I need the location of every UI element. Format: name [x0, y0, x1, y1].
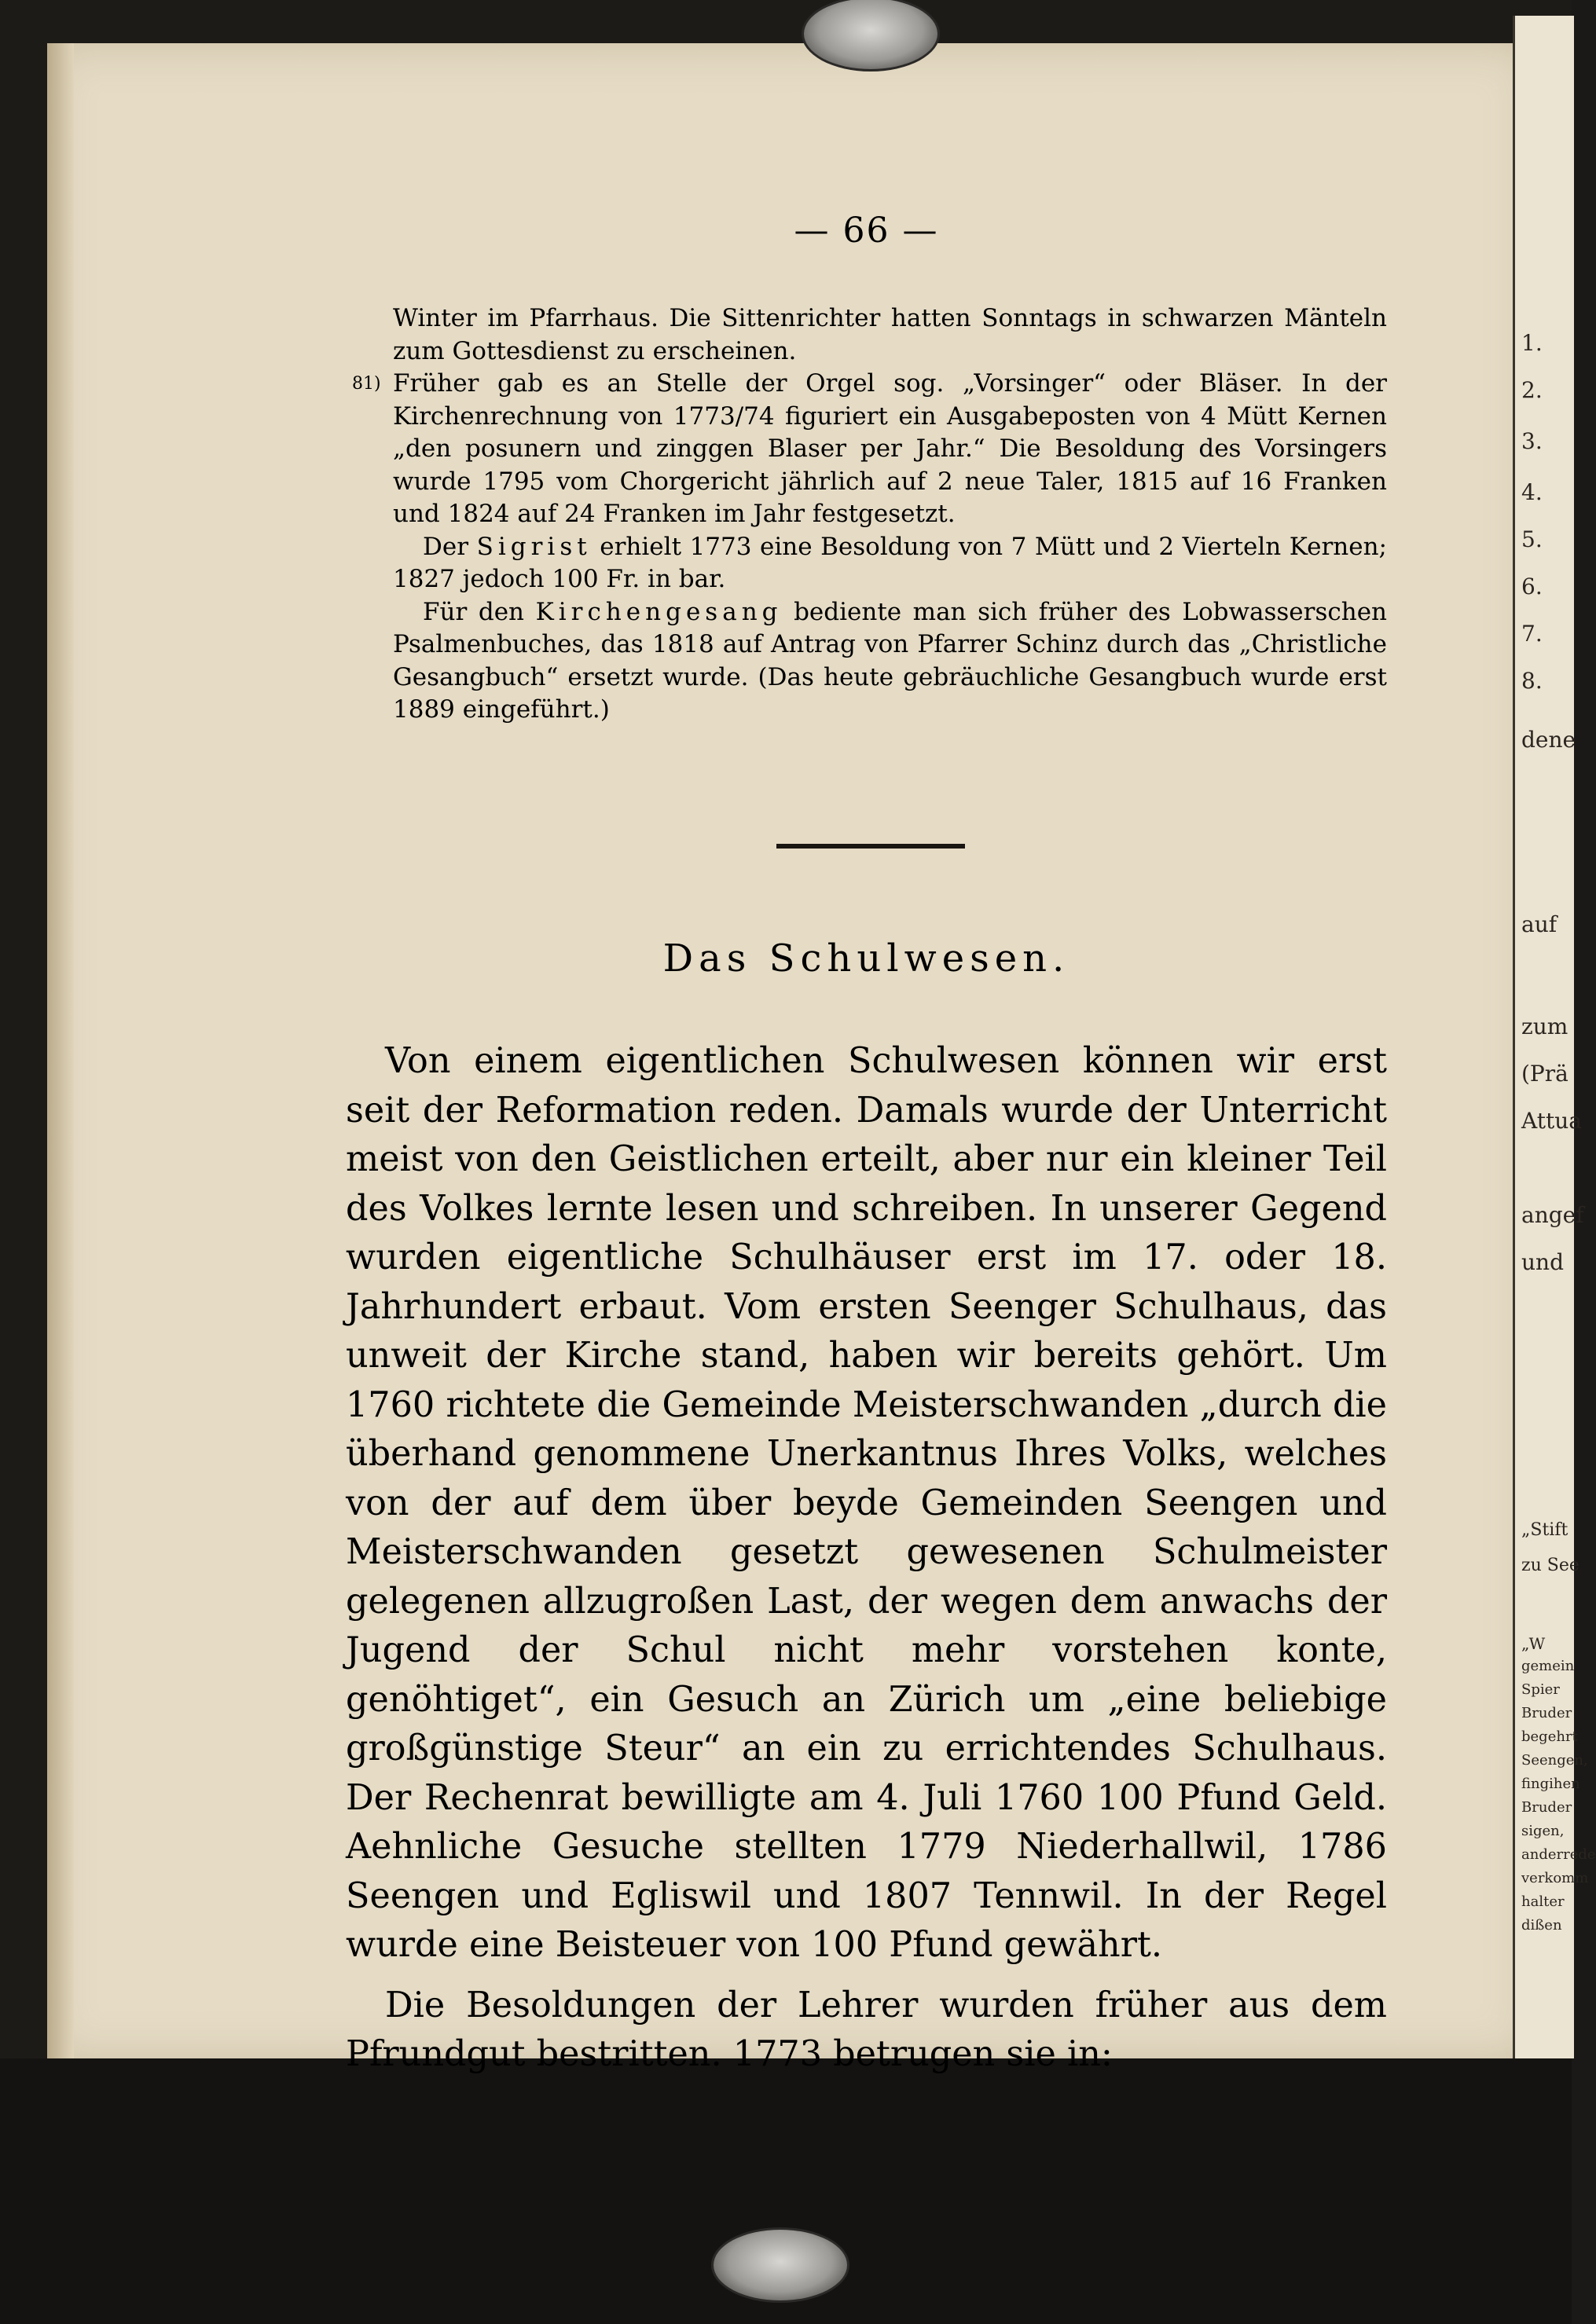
facing-fragment: Bruder — [1521, 1705, 1572, 1721]
footnote-81-text: Früher gab es an Stelle der Orgel sog. „Vorsinger“ oder Bläser. In der Kirchenrechnung von 1773/74 figuriert ein Ausgabeposten von 4 Mütt Kernen „den posunern und zinggen Blaser per Jahr.“ Die Besoldung des Vorsingers wurde 1795 vom Chorgericht jährlich auf 2 neue Taler, 1815 auf 16 Franken und 1824 auf 24 Franken im Jahr festgesetzt. — [393, 369, 1387, 528]
facing-fragment: Attua — [1521, 1108, 1582, 1134]
facing-fragment: 2. — [1521, 377, 1543, 403]
facing-fragment: (Prä — [1521, 1061, 1568, 1087]
kirchengesang-emphasis: Kirchengesang — [535, 597, 783, 626]
facing-fragment: „W — [1521, 1634, 1546, 1653]
facing-fragment: angef — [1521, 1202, 1584, 1228]
footnote-marker: 81) — [352, 374, 381, 394]
facing-fragment: „Stift — [1521, 1520, 1568, 1540]
page-number: — 66 — — [794, 211, 939, 251]
footnote-81 — [352, 368, 1387, 531]
sigrist-text: erhielt 1773 eine Besoldung von 7 Mütt und 2 Vierteln Kernen; 1827 jedoch 100 Fr. in bar. — [393, 532, 1388, 593]
facing-fragment: fingihen — [1521, 1776, 1580, 1792]
facing-fragment: begehrt — [1521, 1728, 1578, 1745]
facing-fragment: 1. — [1521, 330, 1543, 356]
facing-fragment: und — [1521, 1249, 1564, 1275]
facing-fragment: anderrede — [1521, 1846, 1596, 1863]
facing-fragment: sigen, — [1521, 1823, 1565, 1839]
facing-fragment: auf — [1521, 911, 1557, 937]
body-paragraph: Die Besoldungen der Lehrer wurden früher aus dem Pfrundgut bestritten. 1773 betrugen sie in: — [346, 1985, 1387, 2074]
facing-fragment: Bruder — [1521, 1799, 1572, 1816]
kirchengesang-text: bediente man sich früher des Lobwasserschen Psalmenbuches, das 1818 auf Antrag von Pfarrer Schinz durch das „Christliche Gesangbuch“ ersetzt wurde. (Das heute gebräuchliche Gesangbuch wurde erst 1889 eingeführt.) — [393, 597, 1388, 724]
sigrist-emphasis: Sigrist — [476, 532, 592, 561]
footnote-continuation: Winter im Pfarrhaus. Die Sittenrichter hatten Sonntags in schwarzen Mänteln zum Gottesdienst zu erscheinen. — [393, 304, 1387, 365]
sigrist-lead: Der — [423, 532, 469, 561]
facing-fragment: dene — [1521, 727, 1576, 753]
section-body — [346, 1037, 1387, 2080]
body-paragraph: Von einem eigentlichen Schulwesen können wir erst seit der Reformation reden. Damals wurde der Unterricht meist von den Geistlichen erteilt, aber nur ein kleiner Teil des Volkes lernte lesen und schreiben. In unserer Gegend wurden eigentliche Schulhäuser erst im 17. oder 18. Jahrhundert erbaut. Vom ersten Seenger Schulhaus, das unweit der Kirche stand, haben wir bereits gehört. Um 1760 richtete die Gemeinde Meisterschwanden „durch die überhand genommene Unerkantnus Ihres Volks, welches von der auf dem über beyde Gemeinden Seengen und Meisterschwanden gesetzt gewesenen Schulmeister gelegenen allzugroßen Last, der wegen dem anwachs der Jugend der Schul nicht mehr vorstehen konte, genöhtiget“, ein Gesuch an Zürich um „eine beliebige großgünstige Steur“ an ein zu errichtendes Schulhaus. Der Rechenrat bewilligte am 4. Juli 1760 100 Pfund Geld. Aehnliche Gesuche stellten 1779 Niederhallwil, 1786 Seengen und Egliswil und 1807 Tennwil. In der Regel wurde eine Beisteuer von 100 Pfund gewährt. — [346, 1041, 1387, 1965]
facing-page — [1513, 16, 1596, 2058]
facing-fragment: Seengen, — [1521, 1752, 1588, 1769]
facing-fragment: 3. — [1521, 428, 1543, 454]
facing-fragment: zum — [1521, 1014, 1568, 1039]
facing-fragment: zu See — [1521, 1556, 1579, 1575]
kirchengesang-lead: Für den — [423, 597, 525, 626]
facing-fragment: 4. — [1521, 479, 1543, 505]
facing-fragment: gemein — [1521, 1658, 1575, 1674]
section-heading: Das Schulwesen. — [662, 937, 1070, 981]
facing-fragment: 5. — [1521, 526, 1543, 552]
facing-fragment: halter — [1521, 1893, 1565, 1910]
book-clip-bottom — [711, 2227, 849, 2303]
facing-fragment: 8. — [1521, 668, 1543, 694]
facing-fragment: dißen — [1521, 1917, 1562, 1934]
footnote-sigrist — [393, 531, 1387, 596]
facing-fragment: Spier — [1521, 1681, 1560, 1698]
footnote-kirchengesang — [393, 596, 1387, 727]
section-divider — [776, 844, 965, 849]
facing-fragment: 7. — [1521, 621, 1543, 647]
facing-fragment: verkomm — [1521, 1870, 1589, 1886]
page-edge — [47, 43, 74, 2061]
footnotes — [352, 302, 1388, 727]
facing-fragment: 6. — [1521, 574, 1543, 599]
